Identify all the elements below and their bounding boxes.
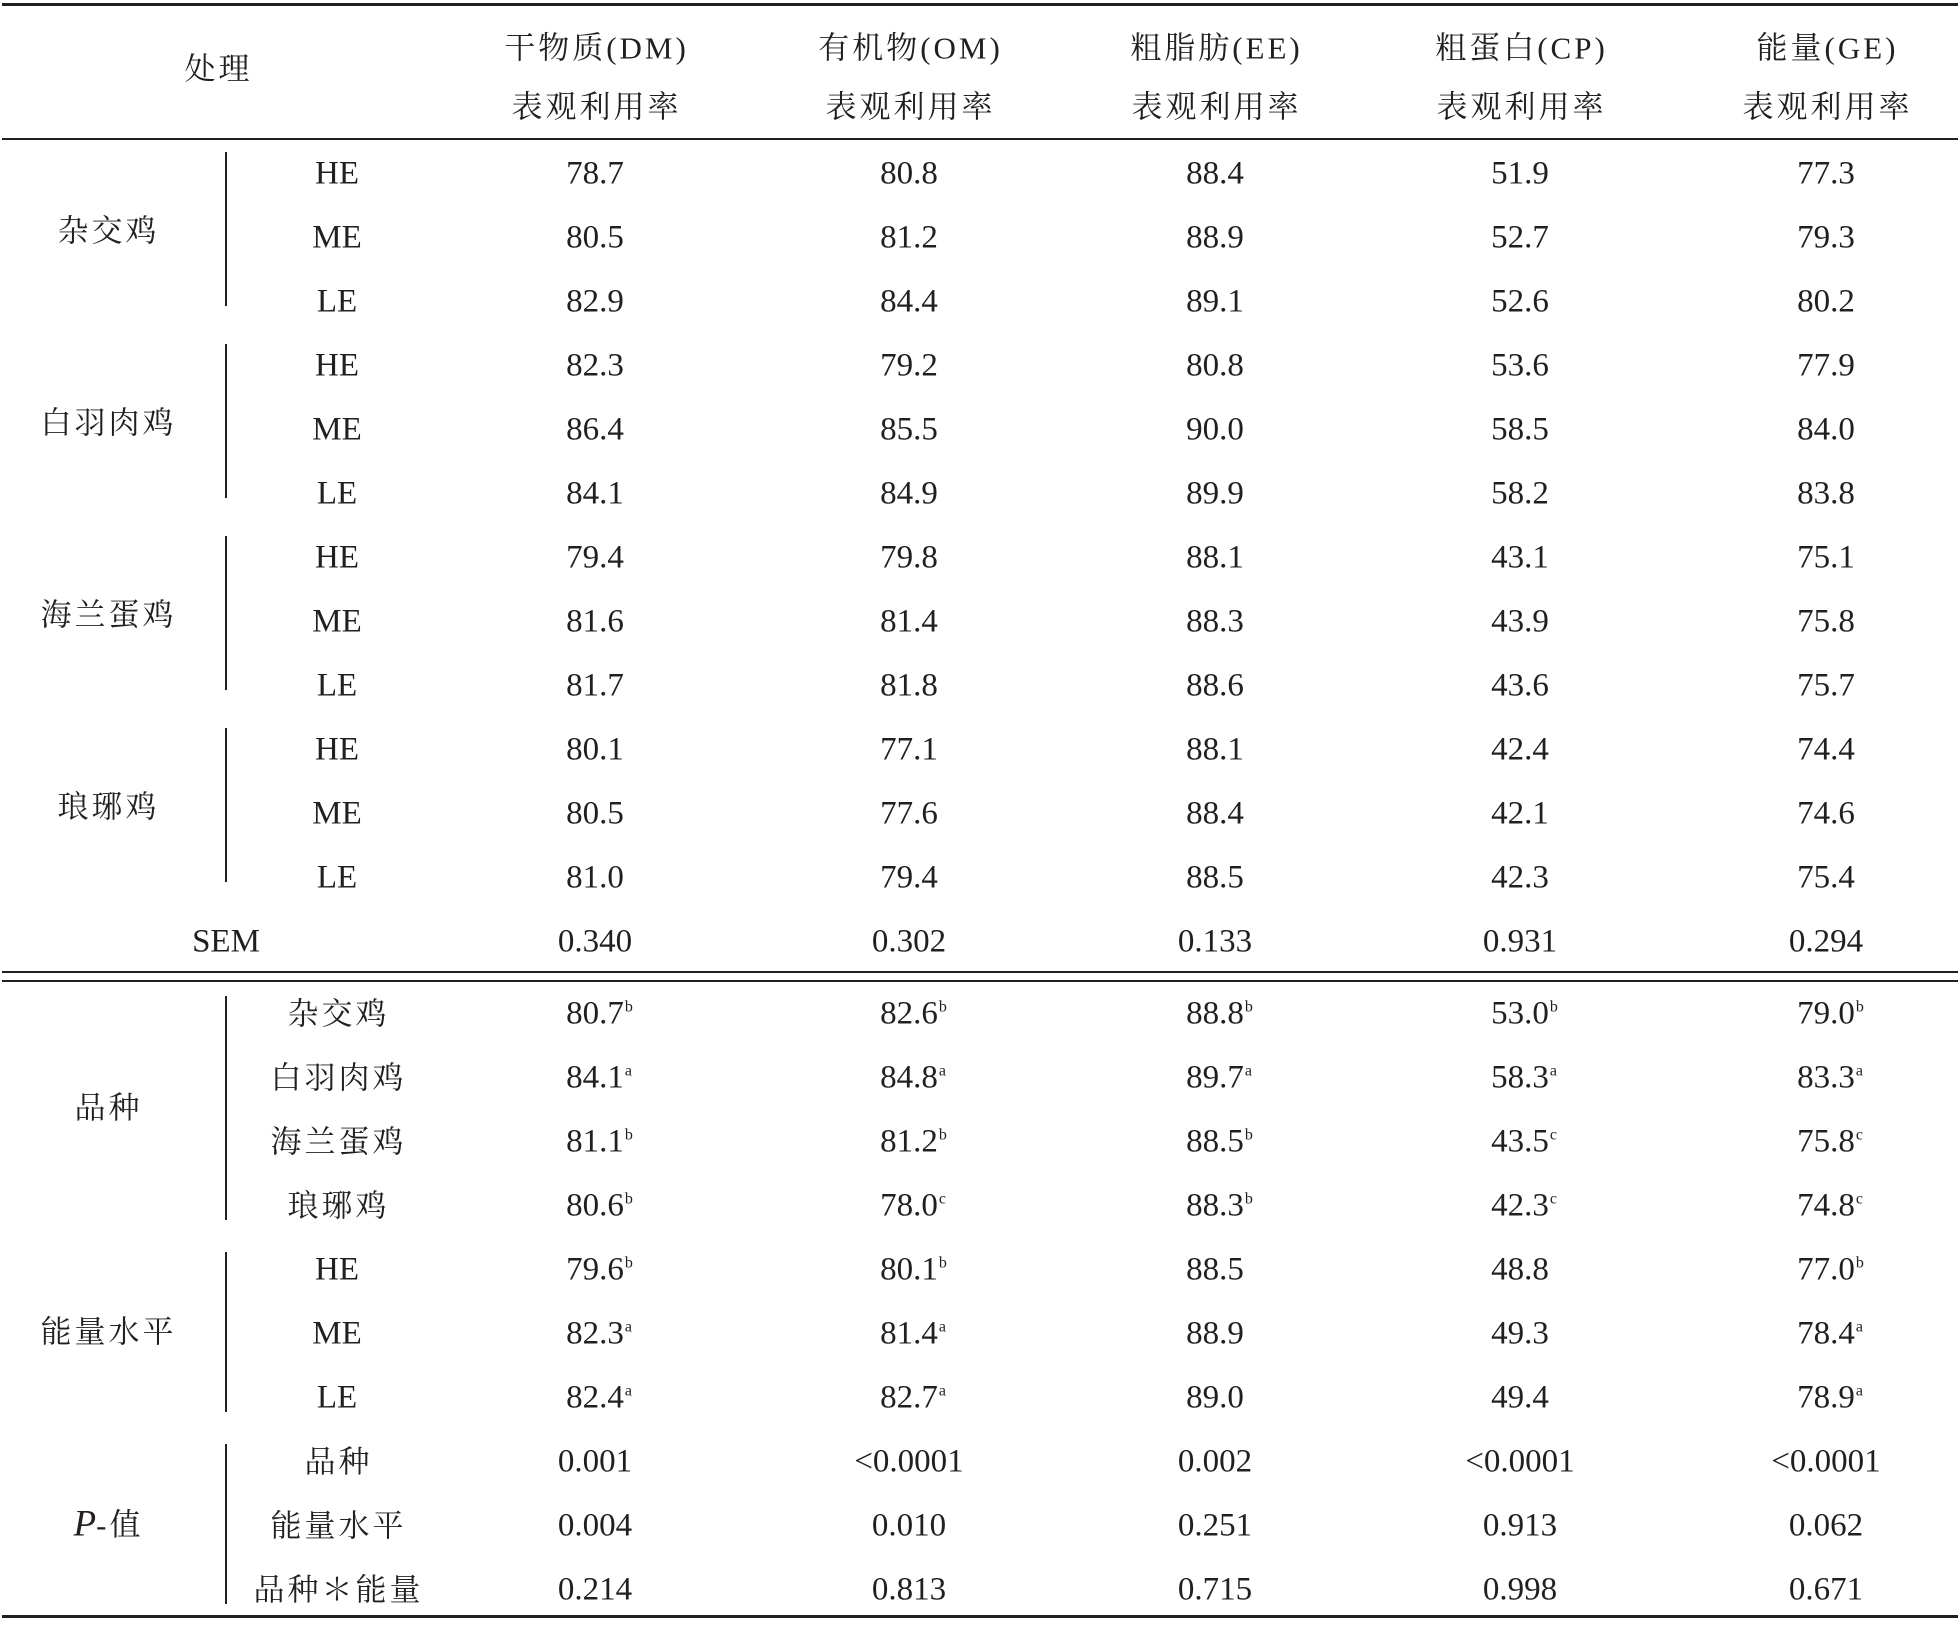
- significance-letter: b: [1855, 998, 1864, 1016]
- value-cell-ee: [1177, 1571, 1253, 1608]
- cell-value: 0.251: [1177, 1507, 1253, 1544]
- effect-row-label: ME: [312, 1315, 362, 1352]
- breed-group-label: 杂交鸡: [57, 213, 160, 249]
- cell-value: 77.0: [1797, 1251, 1855, 1288]
- cell-value: <0.0001: [1771, 1443, 1881, 1480]
- cell-value: 84.1: [566, 1059, 624, 1096]
- effect-group-label: 能量水平: [40, 1314, 177, 1350]
- double-rule-lower: [2, 980, 1958, 982]
- value-cell-ee: 88.1: [1186, 539, 1244, 576]
- value-cell-ee: 88.4: [1186, 795, 1244, 832]
- value-cell-cp: 58.2: [1491, 475, 1549, 512]
- value-cell-ee: [1186, 1123, 1253, 1160]
- cell-value: 82.4: [566, 1379, 624, 1416]
- energy-level-label: HE: [315, 539, 359, 576]
- value-cell-ge: 74.6: [1797, 795, 1855, 832]
- cell-value: 88.9: [1186, 1315, 1244, 1352]
- col-header-ge: 能量(GE): [1756, 30, 1899, 66]
- value-cell-ee: [1186, 1379, 1244, 1416]
- significance-letter: a: [624, 1318, 632, 1336]
- value-cell-dm: [557, 1571, 633, 1608]
- group-bracket: [225, 1252, 227, 1412]
- value-cell-ge: 77.3: [1797, 155, 1855, 192]
- value-cell-om: 79.4: [880, 859, 938, 896]
- significance-letter: b: [624, 1254, 633, 1272]
- value-cell-dm: 80.5: [566, 795, 624, 832]
- energy-level-label: LE: [316, 475, 358, 512]
- energy-level-label: ME: [312, 795, 362, 832]
- significance-letter: b: [1244, 998, 1253, 1016]
- cell-value: 42.3: [1491, 1187, 1549, 1224]
- effect-row-label: 能量水平: [270, 1508, 407, 1544]
- effect-row-label: HE: [315, 1251, 359, 1288]
- value-cell-cp: 43.9: [1491, 603, 1549, 640]
- significance-letter: a: [1855, 1382, 1863, 1400]
- value-cell-ee: 88.9: [1186, 219, 1244, 256]
- value-cell-om: 85.5: [880, 411, 938, 448]
- value-cell-ge: 77.9: [1797, 347, 1855, 384]
- value-cell-ee: [1186, 1187, 1253, 1224]
- value-cell-om: [871, 1507, 947, 1544]
- cell-value: 0.671: [1788, 1571, 1864, 1608]
- value-cell-cp: 42.1: [1491, 795, 1549, 832]
- value-cell-ge: 75.1: [1797, 539, 1855, 576]
- cell-value: 78.9: [1797, 1379, 1855, 1416]
- significance-letter: c: [938, 1190, 946, 1208]
- value-cell-ge: 74.4: [1797, 731, 1855, 768]
- cell-value: 88.8: [1186, 995, 1244, 1032]
- double-rule-upper: [2, 971, 1958, 973]
- cell-value: 0.010: [871, 1507, 947, 1544]
- value-cell-ge: [1797, 1315, 1863, 1352]
- value-cell-cp: [1482, 1571, 1558, 1608]
- sem-value-ge: 0.294: [1788, 923, 1864, 960]
- col-header-ee-sub: 表观利用率: [1131, 89, 1302, 125]
- cell-value: 88.3: [1186, 1187, 1244, 1224]
- value-cell-om: 84.9: [880, 475, 938, 512]
- value-cell-om: [880, 1251, 947, 1288]
- value-cell-dm: 84.1: [566, 475, 624, 512]
- value-cell-ee: 89.9: [1186, 475, 1244, 512]
- cell-value: 78.4: [1797, 1315, 1855, 1352]
- value-cell-ge: 84.0: [1797, 411, 1855, 448]
- value-cell-dm: 86.4: [566, 411, 624, 448]
- significance-letter: c: [1549, 1190, 1557, 1208]
- significance-letter: b: [1244, 1126, 1253, 1144]
- sem-value-ee: 0.133: [1177, 923, 1253, 960]
- cell-value: 43.5: [1491, 1123, 1549, 1160]
- value-cell-cp: 58.5: [1491, 411, 1549, 448]
- cell-value: 79.0: [1797, 995, 1855, 1032]
- value-cell-cp: 43.6: [1491, 667, 1549, 704]
- value-cell-om: [880, 1123, 947, 1160]
- value-cell-ee: 80.8: [1186, 347, 1244, 384]
- col-header-dm: 干物质(DM): [504, 30, 689, 66]
- value-cell-om: 81.2: [880, 219, 938, 256]
- energy-level-label: ME: [312, 411, 362, 448]
- p-label-rest: -值: [96, 1507, 144, 1543]
- col-header-cp: 粗蛋白(CP): [1435, 30, 1608, 66]
- value-cell-ge: [1797, 995, 1864, 1032]
- cell-value: 88.5: [1186, 1123, 1244, 1160]
- value-cell-om: [871, 1571, 947, 1608]
- value-cell-ge: [1797, 1123, 1863, 1160]
- cell-value: 84.8: [880, 1059, 938, 1096]
- value-cell-om: 80.8: [880, 155, 938, 192]
- value-cell-dm: [557, 1443, 633, 1480]
- value-cell-ee: 88.3: [1186, 603, 1244, 640]
- cell-value: 0.813: [871, 1571, 947, 1608]
- value-cell-om: 81.8: [880, 667, 938, 704]
- effect-row-label: 杂交鸡: [287, 996, 390, 1032]
- col-header-cp-sub: 表观利用率: [1436, 89, 1607, 125]
- value-cell-dm: 82.3: [566, 347, 624, 384]
- bottom-rule: [2, 1615, 1958, 1618]
- cell-value: 81.1: [566, 1123, 624, 1160]
- value-cell-dm: 80.1: [566, 731, 624, 768]
- cell-value: 48.8: [1491, 1251, 1549, 1288]
- value-cell-dm: [566, 1315, 632, 1352]
- value-cell-ge: [1797, 1379, 1863, 1416]
- cell-value: 83.3: [1797, 1059, 1855, 1096]
- effect-row-label: 海兰蛋鸡: [270, 1124, 407, 1160]
- value-cell-ee: [1186, 1315, 1244, 1352]
- significance-letter: a: [624, 1062, 632, 1080]
- treatment-header: 处理: [184, 51, 253, 87]
- significance-letter: a: [1855, 1318, 1863, 1336]
- significance-letter: b: [624, 1190, 633, 1208]
- value-cell-ge: 79.3: [1797, 219, 1855, 256]
- value-cell-dm: 80.5: [566, 219, 624, 256]
- value-cell-dm: [566, 1379, 632, 1416]
- value-cell-cp: [1491, 1187, 1557, 1224]
- energy-level-label: HE: [315, 347, 359, 384]
- sem-value-cp: 0.931: [1482, 923, 1558, 960]
- value-cell-ee: 88.5: [1186, 859, 1244, 896]
- cell-value: 0.062: [1788, 1507, 1864, 1544]
- value-cell-ge: [1797, 1059, 1863, 1096]
- breed-group-label: 白羽肉鸡: [40, 405, 177, 441]
- significance-letter: a: [1244, 1062, 1252, 1080]
- col-header-ee: 粗脂肪(EE): [1130, 30, 1303, 66]
- value-cell-ge: [1788, 1571, 1864, 1608]
- value-cell-cp: [1465, 1443, 1575, 1480]
- group-bracket: [225, 344, 227, 498]
- value-cell-ee: 90.0: [1186, 411, 1244, 448]
- value-cell-cp: [1491, 1123, 1557, 1160]
- value-cell-om: [880, 1379, 946, 1416]
- value-cell-dm: 81.0: [566, 859, 624, 896]
- value-cell-ge: 75.4: [1797, 859, 1855, 896]
- effect-row-label: 琅琊鸡: [287, 1188, 390, 1224]
- group-bracket: [225, 1444, 227, 1604]
- breed-group-label: 琅琊鸡: [57, 789, 160, 825]
- value-cell-dm: 81.6: [566, 603, 624, 640]
- significance-letter: a: [938, 1318, 946, 1336]
- significance-letter: b: [1855, 1254, 1864, 1272]
- cell-value: 89.0: [1186, 1379, 1244, 1416]
- cell-value: 89.7: [1186, 1059, 1244, 1096]
- value-cell-cp: 53.6: [1491, 347, 1549, 384]
- value-cell-ee: 88.4: [1186, 155, 1244, 192]
- value-cell-dm: 81.7: [566, 667, 624, 704]
- value-cell-ge: 83.8: [1797, 475, 1855, 512]
- value-cell-dm: 79.4: [566, 539, 624, 576]
- cell-value: <0.0001: [854, 1443, 964, 1480]
- value-cell-dm: [557, 1507, 633, 1544]
- effect-row-label: LE: [316, 1379, 358, 1416]
- value-cell-ee: [1186, 1059, 1252, 1096]
- cell-value: <0.0001: [1465, 1443, 1575, 1480]
- value-cell-ge: [1771, 1443, 1881, 1480]
- value-cell-dm: 78.7: [566, 155, 624, 192]
- value-cell-ee: [1177, 1443, 1253, 1480]
- value-cell-cp: 52.7: [1491, 219, 1549, 256]
- cell-value: 0.998: [1482, 1571, 1558, 1608]
- group-bracket: [225, 728, 227, 882]
- col-header-ge-sub: 表观利用率: [1742, 89, 1913, 125]
- cell-value: 81.2: [880, 1123, 938, 1160]
- significance-letter: a: [1855, 1062, 1863, 1080]
- value-cell-cp: [1491, 1251, 1549, 1288]
- significance-letter: b: [938, 1126, 947, 1144]
- effect-row-label: 品种＊能量: [253, 1572, 424, 1608]
- value-cell-cp: [1491, 1059, 1557, 1096]
- value-cell-om: 81.4: [880, 603, 938, 640]
- significance-letter: b: [624, 998, 633, 1016]
- cell-value: 74.8: [1797, 1187, 1855, 1224]
- group-bracket: [225, 996, 227, 1220]
- value-cell-dm: [566, 1187, 633, 1224]
- energy-level-label: ME: [312, 219, 362, 256]
- significance-letter: a: [1549, 1062, 1557, 1080]
- sem-label: SEM: [192, 923, 260, 960]
- value-cell-ee: [1177, 1507, 1253, 1544]
- energy-level-label: LE: [316, 859, 358, 896]
- significance-letter: c: [1549, 1126, 1557, 1144]
- col-header-om-sub: 表观利用率: [825, 89, 996, 125]
- value-cell-ge: [1797, 1187, 1863, 1224]
- effect-row-label: 品种: [304, 1444, 373, 1480]
- col-header-dm-sub: 表观利用率: [511, 89, 682, 125]
- energy-level-label: LE: [316, 667, 358, 704]
- significance-letter: a: [938, 1062, 946, 1080]
- value-cell-dm: [566, 1059, 632, 1096]
- group-bracket: [225, 536, 227, 690]
- value-cell-dm: [566, 1123, 633, 1160]
- value-cell-cp: [1482, 1507, 1558, 1544]
- value-cell-ee: [1186, 995, 1253, 1032]
- value-cell-cp: 51.9: [1491, 155, 1549, 192]
- significance-letter: a: [624, 1382, 632, 1400]
- cell-value: 58.3: [1491, 1059, 1549, 1096]
- p-value-group-label: [71, 1503, 144, 1545]
- significance-letter: b: [624, 1126, 633, 1144]
- effect-row-label: 白羽肉鸡: [270, 1060, 407, 1096]
- cell-value: 78.0: [880, 1187, 938, 1224]
- cell-value: 49.4: [1491, 1379, 1549, 1416]
- value-cell-om: 77.6: [880, 795, 938, 832]
- cell-value: 88.5: [1186, 1251, 1244, 1288]
- cell-value: 53.0: [1491, 995, 1549, 1032]
- cell-value: 80.6: [566, 1187, 624, 1224]
- value-cell-cp: 43.1: [1491, 539, 1549, 576]
- value-cell-ge: [1797, 1251, 1864, 1288]
- col-header-om: 有机物(OM): [818, 30, 1003, 66]
- energy-level-label: HE: [315, 731, 359, 768]
- value-cell-ge: [1788, 1507, 1864, 1544]
- cell-value: 81.4: [880, 1315, 938, 1352]
- value-cell-ge: 75.8: [1797, 603, 1855, 640]
- value-cell-cp: 42.4: [1491, 731, 1549, 768]
- value-cell-om: [854, 1443, 964, 1480]
- value-cell-ee: 89.1: [1186, 283, 1244, 320]
- cell-value: 49.3: [1491, 1315, 1549, 1352]
- significance-letter: b: [1549, 998, 1558, 1016]
- value-cell-ee: 88.6: [1186, 667, 1244, 704]
- effect-group-label: 品种: [74, 1090, 143, 1126]
- cell-value: 0.715: [1177, 1571, 1253, 1608]
- energy-level-label: ME: [312, 603, 362, 640]
- top-rule: [2, 3, 1958, 6]
- value-cell-om: 77.1: [880, 731, 938, 768]
- value-cell-ee: [1186, 1251, 1244, 1288]
- cell-value: 80.7: [566, 995, 624, 1032]
- significance-letter: a: [938, 1382, 946, 1400]
- cell-value: 0.002: [1177, 1443, 1253, 1480]
- value-cell-cp: 52.6: [1491, 283, 1549, 320]
- value-cell-cp: [1491, 1379, 1549, 1416]
- significance-letter: b: [1244, 1190, 1253, 1208]
- sem-value-om: 0.302: [871, 923, 947, 960]
- cell-value: 75.8: [1797, 1123, 1855, 1160]
- significance-letter: b: [938, 998, 947, 1016]
- value-cell-ge: 75.7: [1797, 667, 1855, 704]
- significance-letter: b: [938, 1254, 947, 1272]
- value-cell-cp: [1491, 995, 1558, 1032]
- value-cell-om: [880, 995, 947, 1032]
- value-cell-cp: [1491, 1315, 1549, 1352]
- value-cell-dm: 82.9: [566, 283, 624, 320]
- breed-group-label: 海兰蛋鸡: [40, 597, 177, 633]
- header-rule: [2, 138, 1958, 140]
- value-cell-dm: [566, 995, 633, 1032]
- value-cell-om: 79.8: [880, 539, 938, 576]
- cell-value: 0.001: [557, 1443, 633, 1480]
- significance-letter: c: [1855, 1126, 1863, 1144]
- cell-value: 80.1: [880, 1251, 938, 1288]
- cell-value: 82.6: [880, 995, 938, 1032]
- value-cell-ge: 80.2: [1797, 283, 1855, 320]
- value-cell-om: [880, 1187, 946, 1224]
- cell-value: 82.3: [566, 1315, 624, 1352]
- value-cell-cp: 42.3: [1491, 859, 1549, 896]
- value-cell-om: [880, 1315, 946, 1352]
- significance-letter: c: [1855, 1190, 1863, 1208]
- cell-value: 0.913: [1482, 1507, 1558, 1544]
- value-cell-om: 79.2: [880, 347, 938, 384]
- energy-level-label: LE: [316, 283, 358, 320]
- sem-value-dm: 0.340: [557, 923, 633, 960]
- cell-value: 82.7: [880, 1379, 938, 1416]
- value-cell-om: 84.4: [880, 283, 938, 320]
- value-cell-dm: [566, 1251, 633, 1288]
- energy-level-label: HE: [315, 155, 359, 192]
- value-cell-om: [880, 1059, 946, 1096]
- group-bracket: [225, 152, 227, 306]
- cell-value: 79.6: [566, 1251, 624, 1288]
- cell-value: 0.004: [557, 1507, 633, 1544]
- p-symbol: P: [73, 1503, 97, 1545]
- cell-value: 0.214: [557, 1571, 633, 1608]
- value-cell-ee: 88.1: [1186, 731, 1244, 768]
